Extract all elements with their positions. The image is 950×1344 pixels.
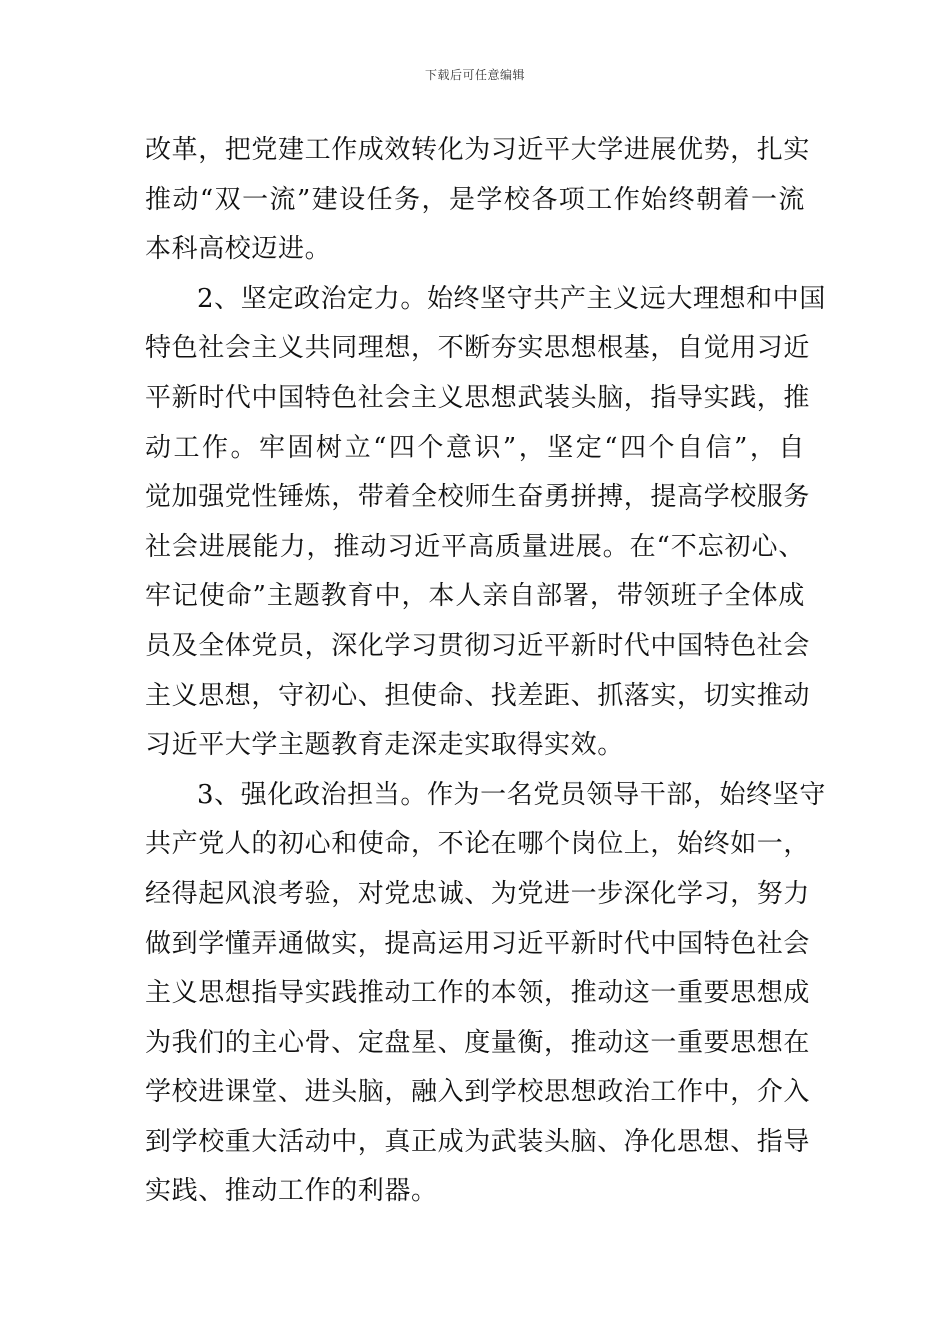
text-line: 主义思想，守初心、担使命、找差距、抓落实，切实推动 [145,680,811,711]
page-header: 下载后可任意编辑 [424,68,525,82]
text-line: 牢记使命”主题教育中，本人亲自部署，带领班子全体成 [145,581,805,612]
text-line: 学校进课堂、进头脑，融入到学校思想政治工作中，介入 [145,1077,811,1108]
text-line: 实践、推动工作的利器。 [145,1176,438,1207]
text-line: 员及全体党员，深化学习贯彻习近平新时代中国特色社会 [145,630,811,661]
text-line: 动工作。牢固树立“四个意识”，坚定“四个自信”，自 [145,432,805,463]
text-line: 特色社会主义共同理想，不断夯实思想根基，自觉用习近 [145,333,811,364]
text-line: 做到学懂弄通做实，提高运用习近平新时代中国特色社会 [145,928,811,959]
text-line: 推动“双一流”建设任务，是学校各项工作始终朝着一流 [145,184,805,215]
text-line: 习近平大学主题教育走深走实取得实效。 [145,730,624,761]
document-body [145,126,826,1217]
text-line: 觉加强党性锤炼，带着全校师生奋勇拼搏，提高学校服务 [145,482,811,513]
text-line: 改革，把党建工作成效转化为习近平大学进展优势，扎实 [145,135,811,165]
text-line: 为我们的主心骨、定盘星、度量衡，推动这一重要思想在 [145,1027,811,1058]
text-line: 平新时代中国特色社会主义思想武装头脑，指导实践，推 [145,382,811,413]
text-line: 经得起风浪考验，对党忠诚、为党进一步深化学习，努力 [145,878,811,909]
text-line: 本科高校迈进。 [145,234,332,265]
text-line: 社会进展能力，推动习近平高质量进展。在“不忘初心、 [145,531,805,562]
text-line: 主义思想指导实践推动工作的本领，推动这一重要思想成 [145,978,811,1009]
text-line: 到学校重大活动中，真正成为武装头脑、净化思想、指导 [145,1126,811,1157]
text-line: 2、坚定政治定力。始终坚守共产主义远大理想和中国 [197,283,826,314]
text-line: 共产党人的初心和使命，不论在哪个岗位上，始终如一， [145,829,811,860]
text-line: 3、强化政治担当。作为一名党员领导干部，始终坚守 [197,779,826,810]
